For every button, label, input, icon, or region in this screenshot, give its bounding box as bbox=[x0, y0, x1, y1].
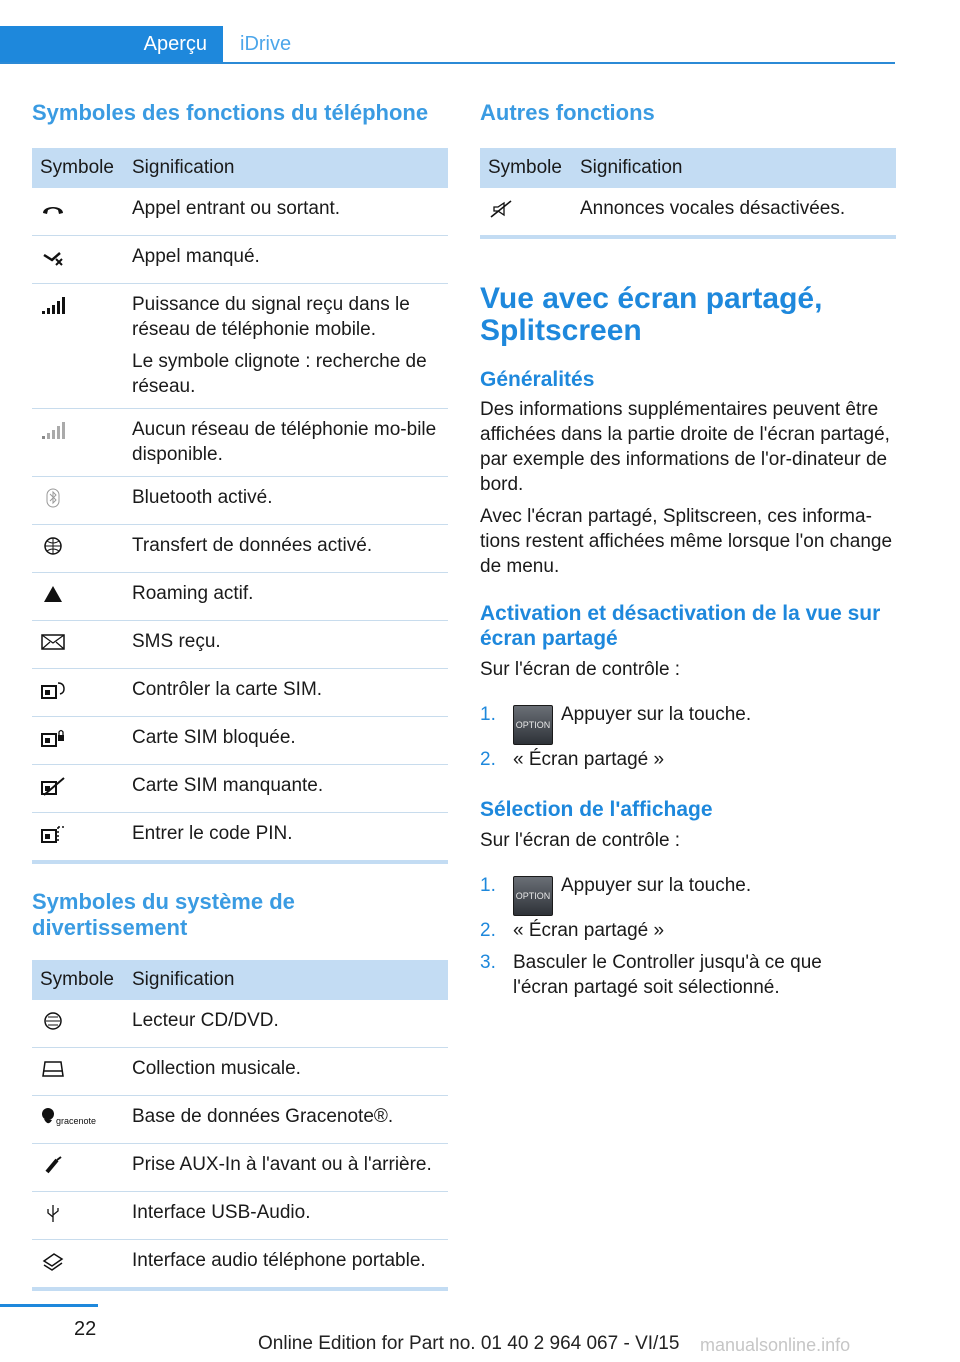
option-button[interactable]: OPTION bbox=[513, 876, 553, 916]
aux-plug-icon bbox=[40, 1155, 66, 1175]
envelope-icon bbox=[40, 632, 66, 652]
row-text: SMS reçu. bbox=[132, 631, 221, 652]
row-text: Interface USB-Audio. bbox=[124, 1192, 448, 1240]
row-text: Appel entrant ou sortant. bbox=[132, 198, 341, 219]
voice-muted-icon bbox=[488, 199, 514, 219]
phone-symbols-title: Symboles des fonctions du téléphone bbox=[32, 100, 429, 125]
splitscreen-title: Vue avec écran partagé, Splitscreen bbox=[480, 282, 823, 347]
table-row bbox=[480, 188, 896, 237]
watermark: manualsonline.info bbox=[700, 1335, 851, 1355]
edition-text: Online Edition for Part no. 01 40 2 964 067 - VI/15 bbox=[258, 1333, 680, 1354]
general-paragraph-2: Avec l'écran partagé, Splitscreen, ces informa-tions restent affichées même lorsque l'on change de menu. bbox=[480, 506, 893, 577]
tab-apercu[interactable]: Aperçu bbox=[0, 26, 223, 62]
row-text: Contrôler la carte SIM. bbox=[132, 679, 323, 700]
signal-strength-icon bbox=[40, 295, 66, 315]
table-row bbox=[32, 1048, 448, 1096]
general-paragraph-1: Des informations supplémentaires peuvent être affichées dans la partie droite de l'écran partagé, par exemple des informations de l'or-dinateur de bord. bbox=[480, 399, 890, 495]
page-number: 22 bbox=[74, 1318, 97, 1340]
row-text: Annonces vocales désactivées. bbox=[572, 188, 896, 237]
row-text: Carte SIM manquante. bbox=[132, 775, 324, 796]
tab-idrive[interactable]: iDrive bbox=[240, 32, 292, 55]
activation-heading: Activation et désactivation de la vue sur écran partagé bbox=[480, 602, 881, 650]
step-number: 2. bbox=[480, 920, 496, 941]
step-number: 1. bbox=[480, 704, 496, 725]
step-text: « Écran partagé » bbox=[513, 749, 665, 770]
other-functions-title: Autres fonctions bbox=[480, 100, 655, 125]
row-text: Roaming actif. bbox=[132, 583, 254, 604]
option-button[interactable]: OPTION bbox=[513, 705, 553, 745]
sim-pin-icon bbox=[40, 824, 66, 844]
table-row bbox=[32, 813, 448, 863]
general-heading: Généralités bbox=[480, 368, 595, 391]
gracenote-logo-icon bbox=[40, 1107, 110, 1127]
row-text: Aucun réseau de téléphonie mo-bile disponible. bbox=[132, 419, 437, 465]
selection-intro: Sur l'écran de contrôle : bbox=[480, 830, 681, 851]
step-text: Appuyer sur la touche. bbox=[561, 875, 752, 896]
phone-symbols-table bbox=[32, 148, 448, 864]
step-number: 2. bbox=[480, 749, 496, 770]
svg-text:gracenote: gracenote bbox=[56, 1116, 97, 1126]
col-header-symbol: Symbole bbox=[480, 148, 572, 188]
table-row bbox=[32, 765, 448, 813]
sim-missing-icon bbox=[40, 776, 66, 796]
entertainment-symbols-title: Symboles du système de divertissement bbox=[32, 889, 295, 940]
row-text: Appel manqué. bbox=[132, 246, 260, 267]
step-text: Basculer le Controller jusqu'à ce que l'écran partagé soit sélectionné. bbox=[513, 952, 822, 998]
row-text: Prise AUX-In à l'avant ou à l'arrière. bbox=[124, 1144, 448, 1192]
list-item bbox=[480, 702, 896, 745]
activation-intro: Sur l'écran de contrôle : bbox=[480, 659, 681, 680]
table-row bbox=[32, 525, 448, 573]
table-row bbox=[32, 669, 448, 717]
list-item bbox=[480, 950, 853, 1000]
selection-heading: Sélection de l'affichage bbox=[480, 798, 713, 821]
table-row bbox=[32, 236, 448, 284]
phone-audio-icon bbox=[40, 1251, 66, 1271]
table-row bbox=[32, 1144, 448, 1192]
sim-locked-icon bbox=[40, 728, 66, 748]
col-header-meaning: Signification bbox=[124, 960, 448, 1000]
row-text: Le symbole clignote : recherche de réseau. bbox=[132, 351, 427, 397]
row-text: Interface audio téléphone portable. bbox=[124, 1240, 448, 1290]
table-row bbox=[32, 621, 448, 669]
no-signal-icon bbox=[40, 420, 66, 440]
table-row bbox=[32, 409, 448, 477]
col-header-symbol: Symbole bbox=[32, 148, 124, 188]
right-column bbox=[480, 100, 896, 1000]
col-header-meaning: Signification bbox=[572, 148, 896, 188]
row-text: Transfert de données activé. bbox=[132, 535, 373, 556]
row-text: Bluetooth activé. bbox=[132, 487, 273, 508]
bluetooth-icon bbox=[40, 488, 66, 508]
list-item bbox=[480, 918, 896, 943]
missed-call-icon bbox=[40, 247, 66, 267]
list-item bbox=[480, 747, 896, 772]
table-row bbox=[32, 573, 448, 621]
table-row bbox=[32, 717, 448, 765]
cd-dvd-icon bbox=[40, 1011, 66, 1031]
step-text: « Écran partagé » bbox=[513, 920, 665, 941]
usb-icon bbox=[40, 1203, 66, 1223]
table-row bbox=[32, 477, 448, 525]
table-row bbox=[32, 1096, 448, 1144]
table-row bbox=[32, 1000, 448, 1048]
header-tabs bbox=[0, 26, 895, 64]
activation-steps bbox=[480, 702, 896, 772]
table-row bbox=[32, 1192, 448, 1240]
table-row bbox=[32, 284, 448, 409]
selection-steps bbox=[480, 873, 896, 1000]
data-transfer-icon bbox=[40, 536, 66, 556]
row-text: Entrer le code PIN. bbox=[132, 823, 293, 844]
step-number: 3. bbox=[480, 952, 496, 973]
roaming-triangle-icon bbox=[40, 584, 66, 604]
step-text: Appuyer sur la touche. bbox=[561, 704, 752, 725]
music-collection-icon bbox=[40, 1059, 66, 1079]
row-text: Puissance du signal reçu dans le réseau de téléphonie mobile. bbox=[132, 294, 410, 340]
row-text: Collection musicale. bbox=[124, 1048, 448, 1096]
row-text: Lecteur CD/DVD. bbox=[124, 1000, 448, 1048]
col-header-meaning: Signification bbox=[124, 148, 448, 188]
row-text: Carte SIM bloquée. bbox=[132, 727, 296, 748]
row-text: Base de données Gracenote®. bbox=[124, 1096, 448, 1144]
left-column bbox=[32, 100, 448, 1291]
entertainment-symbols-table bbox=[32, 960, 448, 1291]
step-number: 1. bbox=[480, 875, 496, 896]
footer-rule bbox=[0, 1304, 98, 1307]
table-row bbox=[32, 188, 448, 236]
other-functions-table bbox=[480, 148, 896, 239]
table-row bbox=[32, 1240, 448, 1290]
col-header-symbol: Symbole bbox=[32, 960, 124, 1000]
sim-check-icon bbox=[40, 680, 66, 700]
list-item bbox=[480, 873, 896, 916]
phone-handset-icon bbox=[40, 199, 66, 219]
